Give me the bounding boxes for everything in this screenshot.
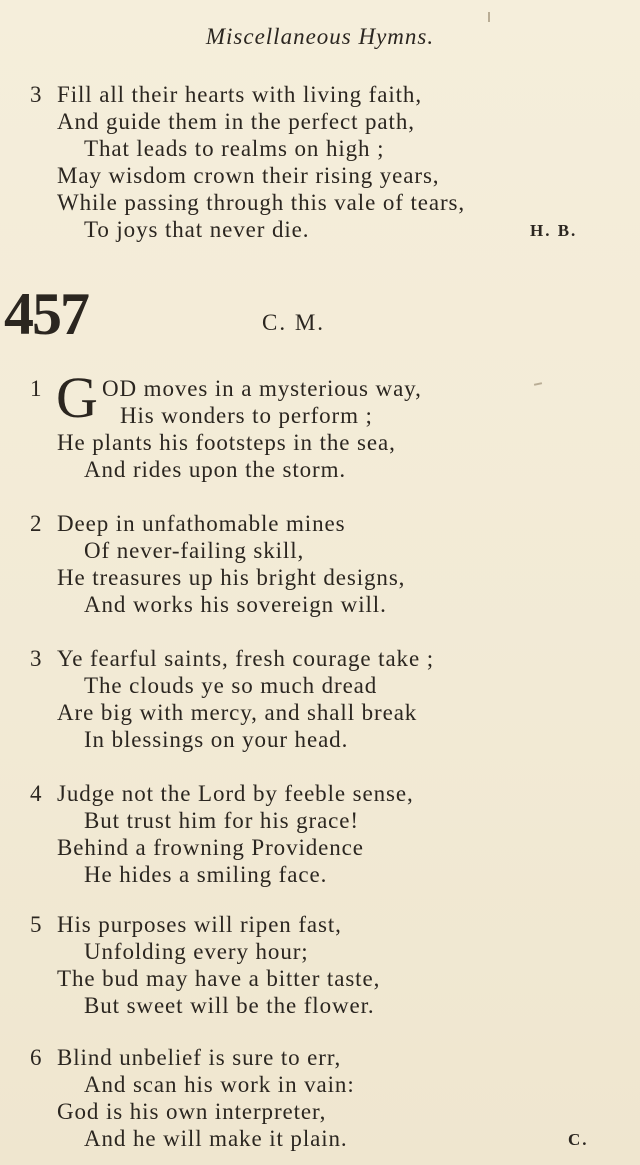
verse-line: And he will make it plain. <box>84 1126 348 1151</box>
verse-line: Are big with mercy, and shall break <box>57 700 418 725</box>
verse-line: And rides upon the storm. <box>84 457 347 482</box>
paper-speck <box>488 12 490 22</box>
verse-number: 4 <box>30 781 42 806</box>
verse-line: Of never-failing skill, <box>84 538 305 563</box>
verse-line: Deep in unfathomable mines <box>57 511 346 536</box>
verse-line: And scan his work in vain: <box>84 1072 355 1097</box>
verse-line: And guide them in the perfect path, <box>57 109 415 134</box>
prev-hymn-attribution: H. B. <box>530 221 578 240</box>
verse-line: But trust him for his grace! <box>84 808 359 833</box>
verse-line: In blessings on your head. <box>84 727 349 752</box>
hymn-number: 457 <box>4 281 88 347</box>
verse-line: God is his own interpreter, <box>57 1099 327 1124</box>
verse-line: Behind a frowning Providence <box>57 835 364 860</box>
verse-line: Judge not the Lord by feeble sense, <box>57 781 414 806</box>
verse-line: He plants his footsteps in the sea, <box>57 430 396 455</box>
verse-line: While passing through this vale of tears, <box>57 190 466 215</box>
verse-line: Unfolding every hour; <box>84 939 309 964</box>
verse-line: His wonders to perform ; <box>120 403 373 428</box>
verse-number: 6 <box>30 1045 42 1070</box>
verse-line: That leads to realms on high ; <box>84 136 385 161</box>
verse-line: He treasures up his bright designs, <box>57 565 406 590</box>
drop-cap: G <box>56 365 98 430</box>
verse-line: The clouds ye so much dread <box>84 673 378 698</box>
verse-line: And works his sovereign will. <box>84 592 387 617</box>
verse-number: 5 <box>30 912 42 937</box>
verse-line: His purposes will ripen fast, <box>57 912 342 937</box>
hymn-attribution: C. <box>568 1130 589 1149</box>
verse-line: The bud may have a bitter taste, <box>57 966 381 991</box>
paper-speck <box>534 382 542 386</box>
verse-line: OD moves in a mysterious way, <box>102 376 422 401</box>
running-head: Miscellaneous Hymns. <box>205 24 435 49</box>
verse-line: May wisdom crown their rising years, <box>57 163 440 188</box>
verse-line: Ye fearful saints, fresh courage take ; <box>57 646 435 671</box>
verse-line: Blind unbelief is sure to err, <box>57 1045 342 1070</box>
verse-number: 2 <box>30 511 42 536</box>
verse-number: 1 <box>30 376 42 401</box>
verse-number: 3 <box>30 646 42 671</box>
verse-number: 3 <box>30 82 42 107</box>
verse-line: To joys that never die. <box>84 217 310 242</box>
hymn-meter: C. M. <box>262 310 326 335</box>
verse-line: He hides a smiling face. <box>84 862 328 887</box>
verse-line: But sweet will be the flower. <box>84 993 375 1018</box>
verse-line: Fill all their hearts with living faith, <box>57 82 422 107</box>
